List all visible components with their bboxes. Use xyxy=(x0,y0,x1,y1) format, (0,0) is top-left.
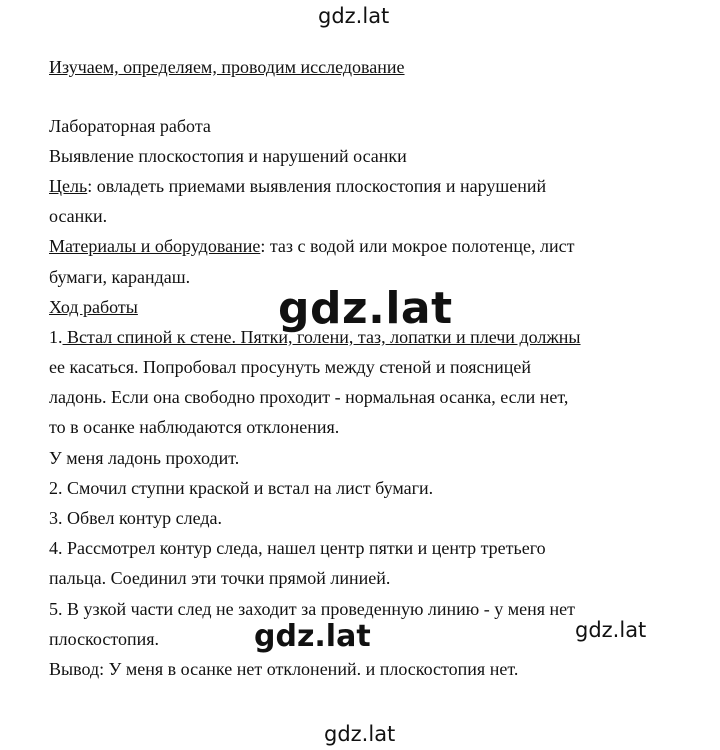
goal-line-2: осанки. xyxy=(49,206,108,226)
step-1-line-4: то в осанке наблюдаются отклонения. xyxy=(49,417,340,437)
materials-label: Материалы и оборудование xyxy=(49,236,261,256)
step-5-line-2: плоскостопия. xyxy=(49,629,159,649)
procedure-heading: Ход работы xyxy=(49,297,138,317)
step-5-line-1: 5. В узкой части след не заходит за проведенную линию - у меня нет xyxy=(49,599,576,619)
section-title: Изучаем, определяем, проводим исследование xyxy=(49,57,405,77)
step-3: 3. Обвел контур следа. xyxy=(49,508,222,528)
step-1-text: Встал спиной к стене. Пятки, голени, таз, лопатки и плечи должны xyxy=(62,327,581,347)
step-1-number: 1. xyxy=(49,327,63,347)
step-1-result: У меня ладонь проходит. xyxy=(49,448,240,468)
step-1-line-3: ладонь. Если она свободно проходит - нормальная осанка, если нет, xyxy=(49,387,569,407)
watermark-lower-left: gdz.lat xyxy=(254,619,377,654)
watermark-top: gdz.lat xyxy=(318,4,390,28)
materials-line-2: бумаги, карандаш. xyxy=(49,267,191,287)
lab-heading: Лабораторная работа xyxy=(49,116,211,136)
goal-text: : овладеть приемами выявления плоскостопия и нарушений xyxy=(87,176,547,196)
watermark-bottom: gdz.lat xyxy=(324,722,396,746)
watermark-center: gdz.lat xyxy=(278,283,453,334)
step-2: 2. Смочил ступни краской и встал на лист бумаги. xyxy=(49,478,434,498)
step-4-line-1: 4. Рассмотрел контур следа, нашел центр пятки и центр третьего xyxy=(49,538,546,558)
conclusion: Вывод: У меня в осанке нет отклонений. и плоскостопия нет. xyxy=(49,659,519,679)
goal-line-1 xyxy=(49,171,546,201)
materials-line-1 xyxy=(49,231,574,261)
step-1-line-2: ее касаться. Попробовал просунуть между стеной и поясницей xyxy=(49,357,532,377)
materials-text: : таз с водой или мокрое полотенце, лист xyxy=(260,236,575,256)
step-4-line-2: пальца. Соединил эти точки прямой линией. xyxy=(49,568,391,588)
lab-title: Выявление плоскостопия и нарушений осанки xyxy=(49,146,407,166)
goal-label: Цель xyxy=(49,176,88,196)
watermark-lower-right: gdz.lat xyxy=(575,618,647,642)
